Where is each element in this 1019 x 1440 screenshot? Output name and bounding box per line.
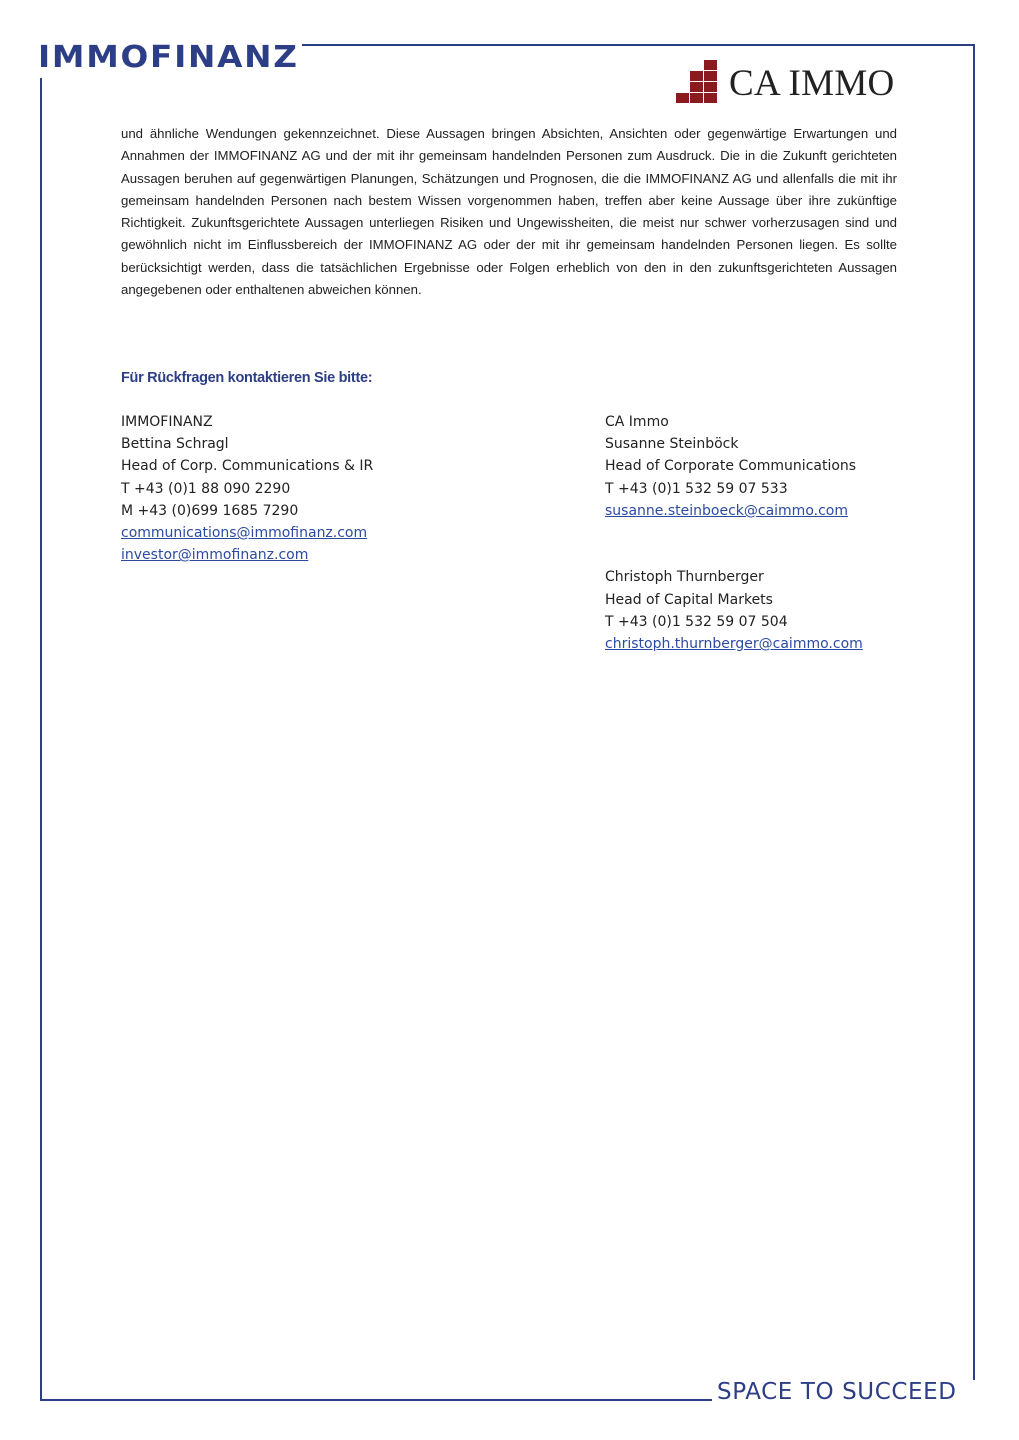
contact-title: Head of Corp. Communications & IR bbox=[121, 458, 374, 475]
contact-mobile: M +43 (0)699 1685 7290 bbox=[121, 502, 299, 519]
contact-heading: Für Rückfragen kontaktieren Sie bitte: bbox=[121, 370, 373, 386]
stacked-blocks-logo-icon bbox=[673, 60, 719, 104]
contact-title: Head of Capital Markets bbox=[605, 591, 773, 608]
contact-email-communications-link[interactable]: communications@immofinanz.com bbox=[121, 525, 368, 542]
contact-phone: T +43 (0)1 88 090 2290 bbox=[121, 480, 291, 497]
contact-email-thurnberger-link[interactable]: christoph.thurnberger@caimmo.com bbox=[605, 636, 863, 653]
contact-company: CA Immo bbox=[605, 414, 669, 430]
contact-email-investor-link[interactable]: investor@immofinanz.com bbox=[121, 547, 309, 564]
frame-line-right bbox=[973, 44, 975, 1380]
contact-name: Bettina Schragl bbox=[121, 436, 229, 453]
frame-line-left bbox=[40, 78, 42, 1401]
footer-slogan: SPACE TO SUCCEED bbox=[717, 1379, 957, 1405]
disclaimer-paragraph: und ähnliche Wendungen gekennzeichnet. Diese Aussagen bringen Absichten, Ansichten oder gegenwärtige Erwartungen und Annahmen der IMMOFINANZ AG und der mit ihr gemeinsam handelnden Personen zum Ausdruck. Die in die Zukunft gerichteten Aussagen beruhen auf gegenwärtigen Planungen, Schätzungen und Prognosen, die die IMMOFINANZ AG und allenfalls die mit ihr gemeinsam handelnden Personen nach bestem Wissen vorgenommen haben, treffen aber keine Aussage über ihre zukünftige Richtigkeit. Zukunftsgerichtete Aussagen unterliegen Risiken und Ungewissheiten, die meist nur schwer vorherzusagen sind und gewöhnlich nicht im Einflussbereich der IMMOFINANZ AG oder der mit ihr gemeinsam handelnden Personen liegen. Es sollte berücksichtigt werden, dass die tatsächlichen Ergebnisse oder Folgen erheblich von den in den zukunftsgerichteten Aussagen angegebenen oder enthaltenen abweichen können. bbox=[121, 126, 897, 298]
contact-name: Christoph Thurnberger bbox=[605, 569, 764, 586]
contact-name: Susanne Steinböck bbox=[605, 436, 739, 453]
contact-block-caimmo bbox=[605, 411, 863, 655]
spacer bbox=[605, 522, 863, 566]
contact-company: IMMOFINANZ bbox=[121, 414, 213, 430]
immofinanz-logo: IMMOFINANZ bbox=[38, 40, 299, 75]
ca-immo-logo bbox=[673, 60, 903, 106]
contact-email-steinboeck-link[interactable]: susanne.steinboeck@caimmo.com bbox=[605, 502, 848, 519]
ca-immo-wordmark: CA IMMO bbox=[729, 63, 895, 104]
frame-line-top bbox=[302, 44, 975, 46]
contact-title: Head of Corporate Communications bbox=[605, 458, 857, 475]
frame-line-bottom bbox=[40, 1399, 712, 1401]
contact-phone: T +43 (0)1 532 59 07 533 bbox=[605, 480, 788, 497]
contact-block-immofinanz bbox=[121, 411, 373, 566]
contact-phone: T +43 (0)1 532 59 07 504 bbox=[605, 613, 788, 630]
